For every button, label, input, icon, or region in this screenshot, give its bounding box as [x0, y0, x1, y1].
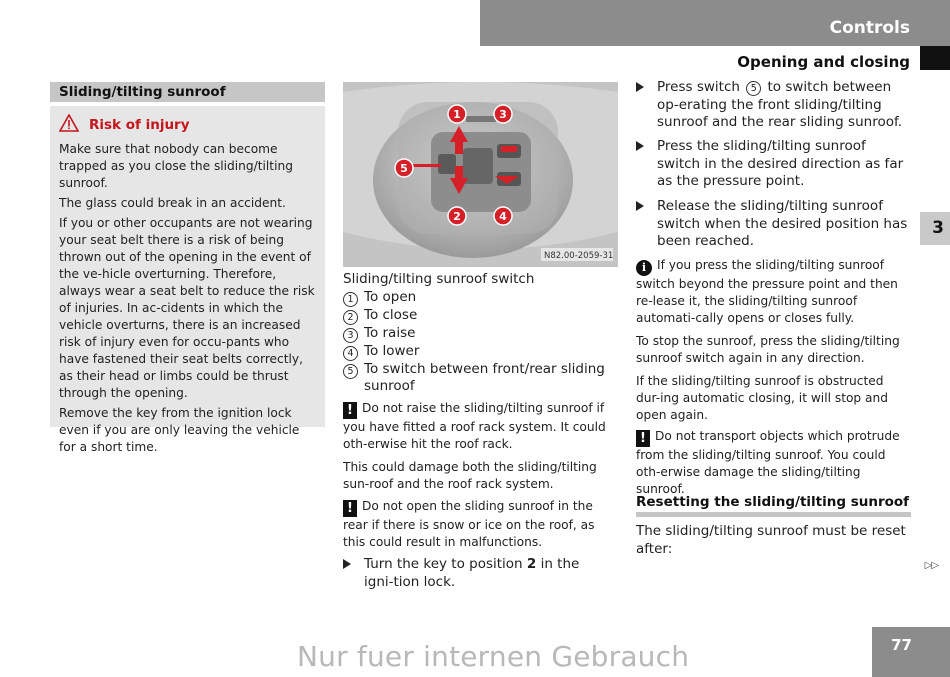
instruction-step: Release the sliding/tilting sunroof switch when the desired position has been reached. [636, 198, 911, 251]
warning-paragraph: Remove the key from the ignition lock even if you are only leaving the vehicle for a short time. [59, 406, 300, 454]
bullet-arrow-icon [343, 559, 351, 569]
caution-icon: ! [343, 402, 357, 419]
bullet-arrow-icon [636, 141, 644, 151]
subsection-heading: Resetting the sliding/tilting sunroof [636, 494, 910, 510]
info-note: i If you press the sliding/tilting sunroof switch beyond the pressure point and then re-lease it, the sliding/tilting sunroof automati-cally opens or closes fully. To stop the sunroof, press the sliding/tilting sunroof switch again in any direction. If the sliding/tilting sunroof is obstructed dur-ing automatic closing, it will stop and open again. [636, 258, 900, 422]
next-page-indicator[interactable]: ▷▷ [924, 560, 938, 571]
legend-item: 3 To raise [343, 325, 618, 343]
svg-text:2: 2 [453, 210, 461, 223]
warning-paragraph: If you or other occupants are not wearing your seat belt there is a risk of being thrown out of the opening in the event of the ve-hicle overturning. Therefore, always wear a seat belt to reduce the risk of injuries. In ac-cidents in which the vehicle overturns, there is an increased risk of injury even for occu-pants who have fastened their seat belts correctly, as their head or limbs could be thrust through the opening. [59, 216, 315, 400]
warning-paragraph: Make sure that nobody can become trapped as you close the sliding/tilting sunroof. [59, 142, 293, 190]
section-title: Controls [829, 18, 910, 38]
warning-title [59, 114, 190, 133]
subsection-title: Opening and closing [737, 53, 910, 71]
legend-item: 1 To open [343, 289, 618, 307]
warning-triangle-icon [59, 114, 79, 132]
legend-item: 4 To lower [343, 343, 618, 361]
warning-paragraph: The glass could break in an accident. [59, 196, 286, 210]
instruction-step: Press the sliding/tilting sunroof switch in the desired direction as far as the pressure point. [636, 138, 911, 191]
info-icon: i [636, 260, 652, 276]
caption-title: Sliding/tilting sunroof switch [343, 271, 535, 287]
reset-text: The sliding/tilting sunroof must be reset after: [636, 523, 906, 557]
caution-note: ! Do not open the sliding sunroof in the rear if there is snow or ice on the roof, as this could result in malfunctions. [343, 499, 595, 549]
photo-caption [343, 271, 618, 396]
sunroof-switch-photo [343, 82, 618, 267]
svg-text:4: 4 [499, 210, 507, 223]
caution-icon: ! [343, 500, 357, 517]
thumb-tab-marker [920, 46, 950, 70]
instruction-step: Press switch 5 to switch between op-erating the front sliding/tilting sunroof and the rear sliding sunroof. [636, 79, 911, 132]
legend-item: 2 To close [343, 307, 618, 325]
svg-text:3: 3 [499, 108, 507, 121]
bullet-arrow-icon [636, 201, 644, 211]
caution-note: ! Do not raise the sliding/tilting sunroof if you have fitted a roof rack system. It could oth-erwise hit the roof rack. This could damage both the sliding/tilting sun-roof and the roof rack system. [343, 401, 606, 491]
image-code: N82.00-2059-31 [544, 251, 614, 261]
watermark: Nur fuer internen Gebrauch [297, 640, 690, 673]
svg-text:5: 5 [400, 162, 408, 175]
chapter-number: 3 [932, 218, 944, 238]
section-heading [50, 82, 325, 102]
caution-note: ! Do not transport objects which protrude from the sliding/tilting sunroof. You could oth-erwise damage the sliding/tilting sunroof. [636, 429, 900, 496]
legend-item: 5 To switch between front/rear sliding sunroof [343, 361, 618, 396]
warning-text [59, 141, 317, 459]
caution-icon: ! [636, 430, 650, 447]
heading-underline [636, 512, 911, 517]
bullet-arrow-icon [636, 82, 644, 92]
instruction-step: Turn the key to position 2 in the igni-tion lock. [343, 556, 608, 591]
section-heading-text: Sliding/tilting sunroof [59, 84, 226, 100]
warning-title-text: Risk of injury [89, 117, 190, 133]
page-number: 77 [891, 636, 912, 654]
svg-text:1: 1 [453, 108, 461, 121]
